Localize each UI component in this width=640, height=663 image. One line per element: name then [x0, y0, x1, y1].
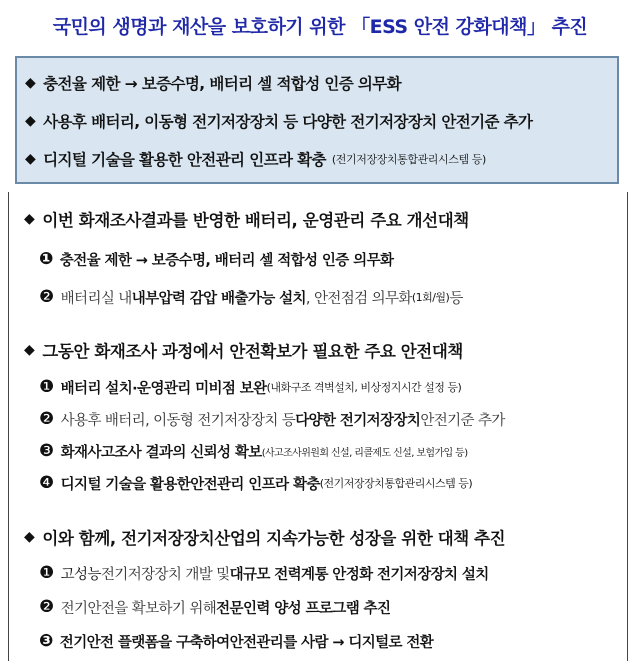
list-item	[39, 282, 463, 312]
section-heading-text: 그동안 화재조사 과정에서 안전확보가 필요한 주요 안전대책	[42, 342, 463, 361]
diamond-bullet-icon: ◆	[25, 151, 36, 167]
list-item	[39, 592, 390, 622]
item-text: 사용후 배터리, 이동형 전기저장장치 등	[60, 412, 296, 429]
item-text-emphasis: 다양한 전기저장장치	[295, 412, 421, 429]
list-item	[39, 626, 433, 656]
item-text: 등	[449, 290, 463, 307]
section-heading	[24, 335, 463, 365]
item-text: 배터리실 내	[60, 290, 132, 307]
summary-item	[25, 102, 617, 140]
number-marker: ❸	[39, 631, 53, 651]
item-text: 전기안전 플랫폼을 구축하여	[59, 634, 230, 651]
item-text: 전기안전을 확보하기 위해	[60, 600, 217, 617]
diamond-bullet-icon: ◆	[25, 75, 36, 91]
item-text-emphasis: 안전관리 인프라 확충	[190, 476, 320, 493]
item-note: (사고조사위원회 신설, 리콜제도 신설, 보험가입 등)	[261, 447, 468, 459]
item-text-emphasis: 전문인력 양성 프로그램 추진	[216, 600, 391, 617]
item-text: 고성능	[60, 566, 101, 583]
summary-item	[25, 140, 617, 178]
number-marker: ❸	[39, 441, 54, 461]
item-note: (전기저장장치통합관리시스템 등)	[319, 477, 473, 490]
section-heading-text: 이와 함께, 전기저장장치산업의 지속가능한 성장을 위한 대책 추진	[42, 529, 506, 548]
number-marker: ❷	[39, 409, 54, 429]
summary-note: (전기저장장치통합관리시스템 등)	[331, 153, 486, 166]
summary-box	[15, 56, 619, 184]
number-marker: ❶	[39, 377, 54, 397]
diamond-bullet-icon: ◆	[24, 342, 35, 358]
diamond-bullet-icon: ◆	[25, 113, 36, 129]
list-item	[39, 468, 472, 498]
section-heading-text: 이번 화재조사결과를 반영한 배터리, 운영관리 주요 개선대책	[42, 211, 469, 230]
list-item	[39, 436, 468, 466]
diamond-bullet-icon: ◆	[24, 529, 35, 545]
item-text-emphasis: 배터리 설치·운영관리 미비점 보완	[60, 380, 267, 397]
section-heading	[24, 522, 505, 552]
item-text: 안전기준 추가	[420, 412, 505, 429]
number-marker: ❶	[39, 249, 53, 269]
list-item	[39, 404, 505, 434]
page-title: 국민의 생명과 재산을 보호하기 위한 「ESS 안전 강화대책」 추진	[52, 15, 588, 38]
summary-text: 사용후 배터리, 이동형 전기저장장치 등 다양한 전기저장장치 안전기준 추가	[43, 113, 533, 131]
list-item	[39, 372, 461, 402]
number-marker: ❶	[39, 563, 54, 583]
item-text: , 안전점검 의무화	[305, 290, 412, 307]
item-text: 전기저장장치 개발 및	[100, 566, 230, 583]
number-marker: ❹	[39, 473, 54, 493]
list-item	[39, 244, 393, 274]
summary-item	[25, 64, 617, 102]
main-content-box	[8, 192, 628, 661]
item-text-emphasis: 안전관리를 사람 → 디지털로 전환	[229, 634, 434, 651]
section-heading	[24, 204, 469, 234]
item-text-emphasis: 대규모 전력계통 안정화 전기저장장치 설치	[229, 566, 489, 583]
item-note: (내화구조 격벽설치, 비상정지시간 설정 등)	[266, 381, 462, 394]
item-text-emphasis: 디지털 기술을 활용한	[60, 476, 191, 493]
number-marker: ❷	[39, 287, 54, 307]
item-note: (1회/월)	[411, 291, 450, 304]
diamond-bullet-icon: ◆	[24, 211, 35, 227]
list-item	[39, 558, 489, 588]
item-text: 충전율 제한 → 보증수명, 배터리 셀 적합성 인증 의무화	[59, 252, 394, 269]
number-marker: ❷	[39, 597, 54, 617]
item-text-emphasis: 화재사고조사 결과의 신뢰성 확보	[60, 444, 262, 461]
summary-text: 디지털 기술을 활용한 안전관리 인프라 확충	[43, 151, 326, 169]
summary-text: 충전율 제한 → 보증수명, 배터리 셀 적합성 인증 의무화	[43, 75, 402, 93]
item-text-emphasis: 내부압력 감압 배출가능 설치	[131, 290, 306, 307]
